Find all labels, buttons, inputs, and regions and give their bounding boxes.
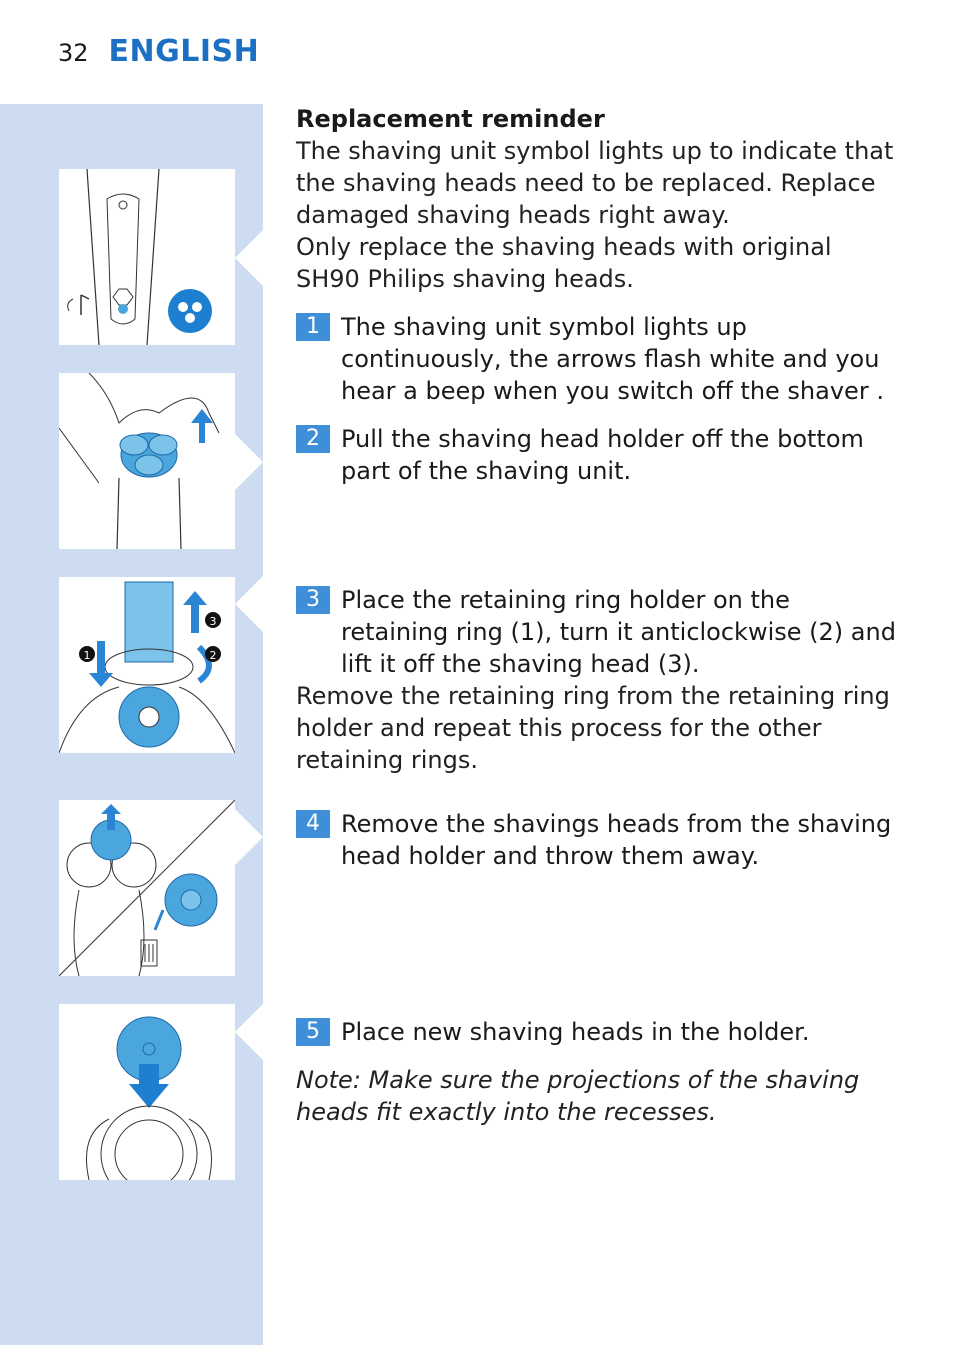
language-title: ENGLISH (108, 34, 260, 69)
step-3 (296, 584, 896, 776)
callout-1: 1 (83, 649, 91, 662)
replacement-reminder-section (296, 103, 896, 295)
figure-retaining-ring (59, 577, 235, 753)
step-text: Pull the shaving head holder off the bottom part of the shaving unit. (341, 425, 864, 485)
step-3-detail: Remove the retaining ring from the retaining ring holder and repeat this process for the other retaining rings. (296, 682, 890, 774)
step-text: The shaving unit symbol lights up continuously, the arrows flash white and you hear a beep when you switch off the shaver . (341, 313, 884, 405)
step-4 (296, 808, 896, 872)
figure-pointer (235, 230, 263, 286)
step-text: Place the retaining ring holder on the retaining ring (1), turn it anticlockwise (2) and lift it off the shaving head (3). (341, 586, 896, 678)
page-number: 32 (58, 39, 89, 67)
step-text: Place new shaving heads in the holder. (341, 1018, 810, 1046)
step-text: Remove the shavings heads from the shaving head holder and throw them away. (341, 810, 892, 870)
page-header (58, 34, 259, 74)
callout-3: 3 (209, 615, 217, 628)
figure-pointer (235, 1004, 263, 1060)
figure-remove-heads (59, 800, 235, 976)
figure-pull-holder (59, 373, 235, 549)
step-number: 3 (296, 586, 330, 614)
figure-pointer (235, 809, 263, 865)
section-heading: Replacement reminder (296, 105, 605, 133)
step-number: 2 (296, 425, 330, 453)
step-5 (296, 1016, 896, 1128)
intro-paragraph: The shaving unit symbol lights up to indicate that the shaving heads need to be replaced. Replace damaged shaving heads right away. (296, 137, 894, 229)
step-1 (296, 311, 896, 407)
figure-pointer (235, 576, 263, 632)
callout-2: 2 (209, 649, 217, 662)
step-number: 1 (296, 313, 330, 341)
figure-pointer (235, 434, 263, 490)
intro-paragraph-2: Only replace the shaving heads with original SH90 Philips shaving heads. (296, 233, 832, 293)
figure-place-heads (59, 1004, 235, 1180)
step-number: 4 (296, 810, 330, 838)
note-text: Note: Make sure the projections of the shaving heads fit exactly into the recesses. (296, 1066, 860, 1126)
step-2 (296, 423, 896, 487)
step-number: 5 (296, 1018, 330, 1046)
figure-shaver-display (59, 169, 235, 345)
